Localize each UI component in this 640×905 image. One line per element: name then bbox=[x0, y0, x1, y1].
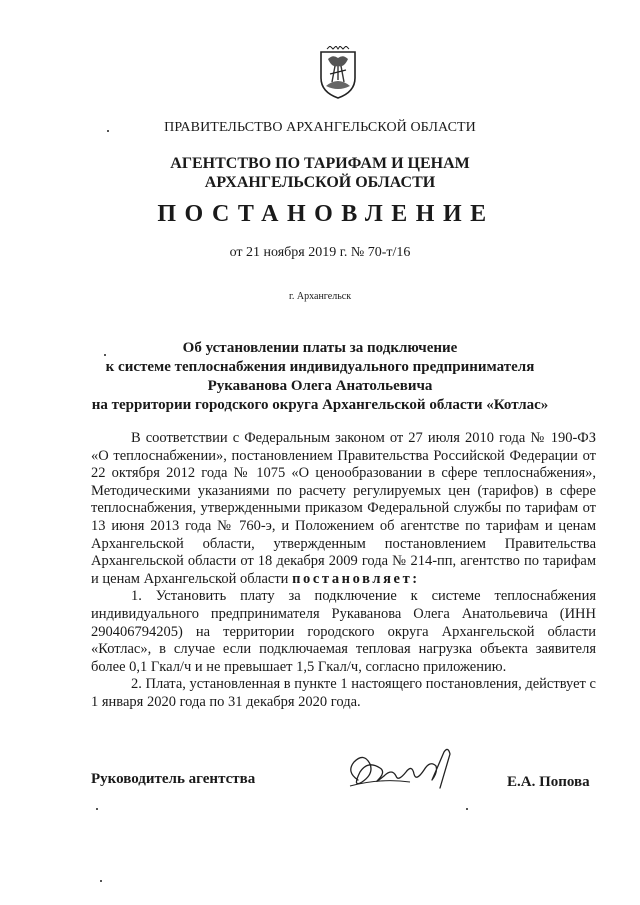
document-date-number: от 21 ноября 2019 г. № 70-т/16 bbox=[229, 245, 411, 260]
subject-line: к системе теплоснабжения индивидуального предпринимателя bbox=[105, 359, 535, 375]
agency-name-line1: АГЕНТСТВО ПО ТАРИФАМ И ЦЕНАМ bbox=[170, 155, 470, 172]
decree-word: постановляет: bbox=[292, 570, 420, 587]
government-name: ПРАВИТЕЛЬСТВО АРХАНГЕЛЬСКОЙ ОБЛАСТИ bbox=[164, 120, 476, 135]
scan-speck bbox=[96, 808, 98, 810]
clause-1: 1. Установить плату за подключение к системе теплоснабжения индивидуального предпринимателя Рукаванова Олега Анатольевича (ИНН 290406794205) на территории городского округа Архангельской области «Котлас», в случае если подключаемая тепловая нагрузка объекта заявителя более 0,1 Гкал/ч и не превышает 1,5 Гкал/ч, согласно приложению. bbox=[91, 588, 596, 675]
agency-name bbox=[0, 154, 640, 192]
preamble-text: В соответствии с Федеральным законом от 27 июля 2010 года № 190-ФЗ «О теплоснабжении», постановлением Правительства Российской Федерации от 22 октября 2012 года № 1075 «О ценообразовании в сфере теплоснабжения», Методическими указаниями по расчету регулируемых цен (тарифов) в сфере теплоснабжения, утвержденными приказом Федеральной службы по тарифам от 13 июня 2013 года № 760-э, и Положением об агентстве по тарифам и ценам Архангельской области, утвержденным постановлением Правительства Архангельской области от 18 декабря 2009 года № 214-пп, агентство по тарифам и ценам Архангельской области bbox=[91, 430, 596, 587]
scan-speck bbox=[104, 354, 106, 356]
document-body bbox=[91, 430, 596, 712]
subject-line: Об установлении платы за подключение bbox=[182, 340, 458, 356]
agency-name-line2: АРХАНГЕЛЬСКОЙ ОБЛАСТИ bbox=[204, 174, 436, 191]
signatory-title: Руководитель агентства bbox=[91, 771, 256, 787]
document-city: г. Архангельск bbox=[288, 291, 352, 302]
subject-line: на территории городского округа Архангельской области «Котлас» bbox=[91, 397, 549, 413]
scan-speck bbox=[100, 880, 102, 882]
document-subject bbox=[0, 339, 640, 415]
document-type: ПОСТАНОВЛЕНИЕ bbox=[157, 201, 495, 227]
signatory-name: Е.А. Попова bbox=[507, 774, 590, 790]
scan-speck bbox=[107, 130, 109, 132]
clause-2: 2. Плата, установленная в пункте 1 настоящего постановления, действует с 1 января 2020 года по 31 декабря 2020 года. bbox=[91, 676, 596, 710]
scan-speck bbox=[466, 808, 468, 810]
handwritten-signature bbox=[340, 742, 465, 802]
coat-of-arms-icon bbox=[318, 46, 358, 100]
preamble-paragraph bbox=[91, 430, 596, 588]
subject-line: Рукаванова Олега Анатольевича bbox=[207, 378, 433, 394]
